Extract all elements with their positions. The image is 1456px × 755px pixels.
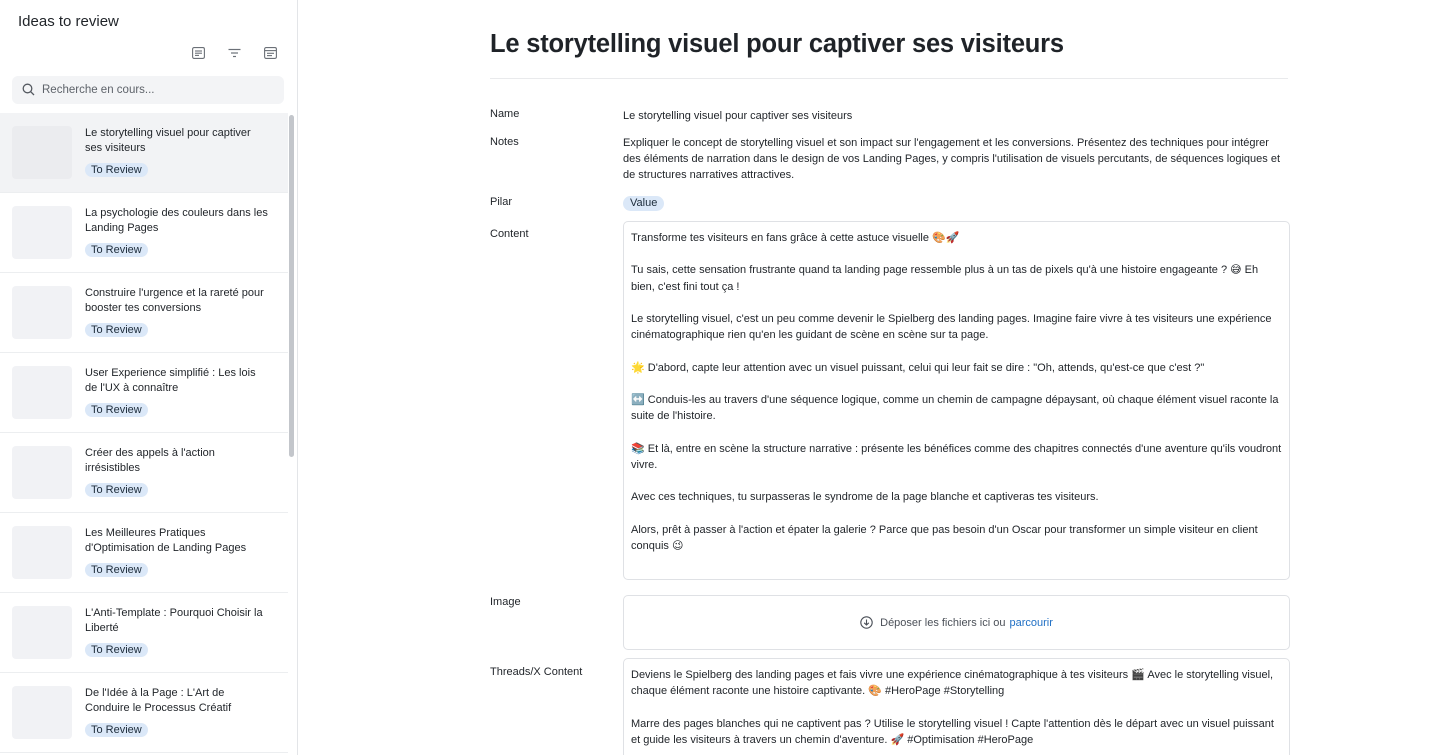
dropzone-text: Déposer les fichiers ici ou bbox=[880, 616, 1006, 629]
search-icon bbox=[22, 83, 36, 97]
status-badge: To Review bbox=[85, 643, 148, 657]
content-paragraph: 🌟 D'abord, capte leur attention avec un visuel puissant, celui qui leur fait se dire : "Oh, attends, qu'est-ce que c'est ?" bbox=[631, 361, 1205, 374]
item-title: Créer des appels à l'action irrésistibles bbox=[85, 447, 215, 474]
content-paragraph: Tu sais, cette sensation frustrante quand ta landing page ressemble plus à un tas de pixels qu'à une histoire engageante ? 😅 Eh bien, c'est fini tout ça ! bbox=[631, 264, 1259, 293]
item-thumbnail bbox=[12, 446, 72, 499]
detail-panel bbox=[490, 0, 1290, 755]
item-title: Les Meilleures Pratiques d'Optimisation de Landing Pages bbox=[85, 527, 247, 554]
search-input[interactable] bbox=[42, 84, 272, 96]
content-field[interactable] bbox=[623, 221, 1290, 580]
list-item[interactable] bbox=[0, 113, 288, 193]
list-item[interactable] bbox=[0, 273, 288, 353]
status-badge: To Review bbox=[85, 403, 148, 417]
image-dropzone[interactable] bbox=[623, 595, 1290, 650]
threads-paragraph: Deviens le Spielberg des landing pages et fais vivre une expérience cinématographique à tes visiteurs 🎬 Avec le storytelling visuel, chaque élément raconte une histoire captivante. 🎨 #HeroPage #Storytelling bbox=[631, 669, 1274, 698]
pilar-field[interactable] bbox=[623, 195, 1288, 211]
status-badge: To Review bbox=[85, 323, 148, 337]
name-value[interactable]: Le storytelling visuel pour captiver ses visiteurs bbox=[623, 110, 853, 122]
status-badge: To Review bbox=[85, 723, 148, 737]
upload-icon bbox=[860, 616, 873, 629]
item-title: L'Anti-Template : Pourquoi Choisir la Liberté bbox=[85, 607, 263, 634]
item-title: De l'Idée à la Page : L'Art de Conduire le Processus Créatif bbox=[85, 687, 232, 714]
title-divider bbox=[490, 78, 1288, 79]
list-scrollbar[interactable] bbox=[289, 115, 294, 457]
item-thumbnail bbox=[12, 606, 72, 659]
item-thumbnail bbox=[12, 126, 72, 179]
content-paragraph: ↔️ Conduis-les au travers d'une séquence logique, comme un chemin de campagne dépaysant, où chaque élément visuel raconte la suite de l'histoire. bbox=[631, 393, 1279, 423]
status-badge: To Review bbox=[85, 163, 148, 177]
item-title: User Experience simplifié : Les lois de l'UX à connaître bbox=[85, 367, 256, 394]
item-thumbnail bbox=[12, 686, 72, 739]
content-paragraph: Le storytelling visuel, c'est un peu comme devenir le Spielberg des landing pages. Imagine faire vivre à tes visiteurs une expérience cinématographique rien qu'en les guidant de scène en scène sur ta page. bbox=[631, 312, 1272, 342]
content-label: Content bbox=[490, 228, 529, 240]
page-title: Le storytelling visuel pour captiver ses visiteurs bbox=[490, 30, 1064, 58]
filter-icon[interactable] bbox=[227, 46, 241, 60]
item-thumbnail bbox=[12, 366, 72, 419]
status-badge: To Review bbox=[85, 483, 148, 497]
item-thumbnail bbox=[12, 526, 72, 579]
content-paragraph: 📚 Et là, entre en scène la structure narrative : présente les bénéfices comme des chapitres connectés d'une aventure qu'ils voudront vivre. bbox=[631, 442, 1282, 471]
browse-link[interactable]: parcourir bbox=[1009, 616, 1053, 629]
image-label: Image bbox=[490, 596, 521, 608]
content-paragraph: Avec ces techniques, tu surpasseras le syndrome de la page blanche et captiveras tes visiteurs. bbox=[631, 491, 1099, 504]
threads-label: Threads/X Content bbox=[490, 666, 583, 678]
notes-value[interactable]: Expliquer le concept de storytelling visuel et son impact sur l'engagement et les conversions. Présentez des techniques pour intégrer des éléments de narration dans le design de vos Landing Pages, y compris l'utilisation de visuels percutants, de séquences logiques et de structures narratives attractives. bbox=[623, 137, 1280, 181]
pilar-label: Pilar bbox=[490, 196, 513, 208]
name-label: Name bbox=[490, 108, 520, 120]
content-paragraph: Alors, prêt à passer à l'action et épater la galerie ? Parce que pas besoin d'un Oscar pour transformer un simple visiteur en client conquis 😉 bbox=[631, 523, 1258, 552]
item-title: Construire l'urgence et la rareté pour booster tes conversions bbox=[85, 287, 264, 314]
threads-content-field[interactable] bbox=[623, 658, 1290, 755]
list-item[interactable] bbox=[0, 593, 288, 673]
sidebar-title: Ideas to review bbox=[18, 13, 119, 30]
item-thumbnail bbox=[12, 286, 72, 339]
threads-paragraph: Marre des pages blanches qui ne captivent pas ? Utilise le storytelling visuel ! Capte l'attention dès le départ avec un visuel puissant et guide les visiteurs à travers un chemin d'aventure. 🚀 #Optimisation #HeroPage bbox=[631, 717, 1274, 746]
search-box[interactable] bbox=[12, 76, 284, 104]
item-thumbnail bbox=[12, 206, 72, 259]
layout-icon[interactable] bbox=[191, 46, 205, 60]
view-icon[interactable] bbox=[263, 46, 277, 60]
list-item[interactable] bbox=[0, 353, 288, 433]
ideas-list bbox=[0, 113, 288, 753]
list-item[interactable] bbox=[0, 513, 288, 593]
pilar-tag: Value bbox=[623, 196, 664, 211]
status-badge: To Review bbox=[85, 563, 148, 577]
list-item[interactable] bbox=[0, 673, 288, 753]
sidebar bbox=[0, 0, 298, 755]
item-title: Le storytelling visuel pour captiver ses visiteurs bbox=[85, 127, 251, 154]
item-title: La psychologie des couleurs dans les Landing Pages bbox=[85, 207, 268, 234]
content-paragraph: Transforme tes visiteurs en fans grâce à cette astuce visuelle 🎨🚀 bbox=[631, 232, 960, 244]
list-item[interactable] bbox=[0, 193, 288, 273]
list-item[interactable] bbox=[0, 433, 288, 513]
status-badge: To Review bbox=[85, 243, 148, 257]
notes-label: Notes bbox=[490, 136, 519, 148]
sidebar-toolbar bbox=[191, 46, 277, 60]
